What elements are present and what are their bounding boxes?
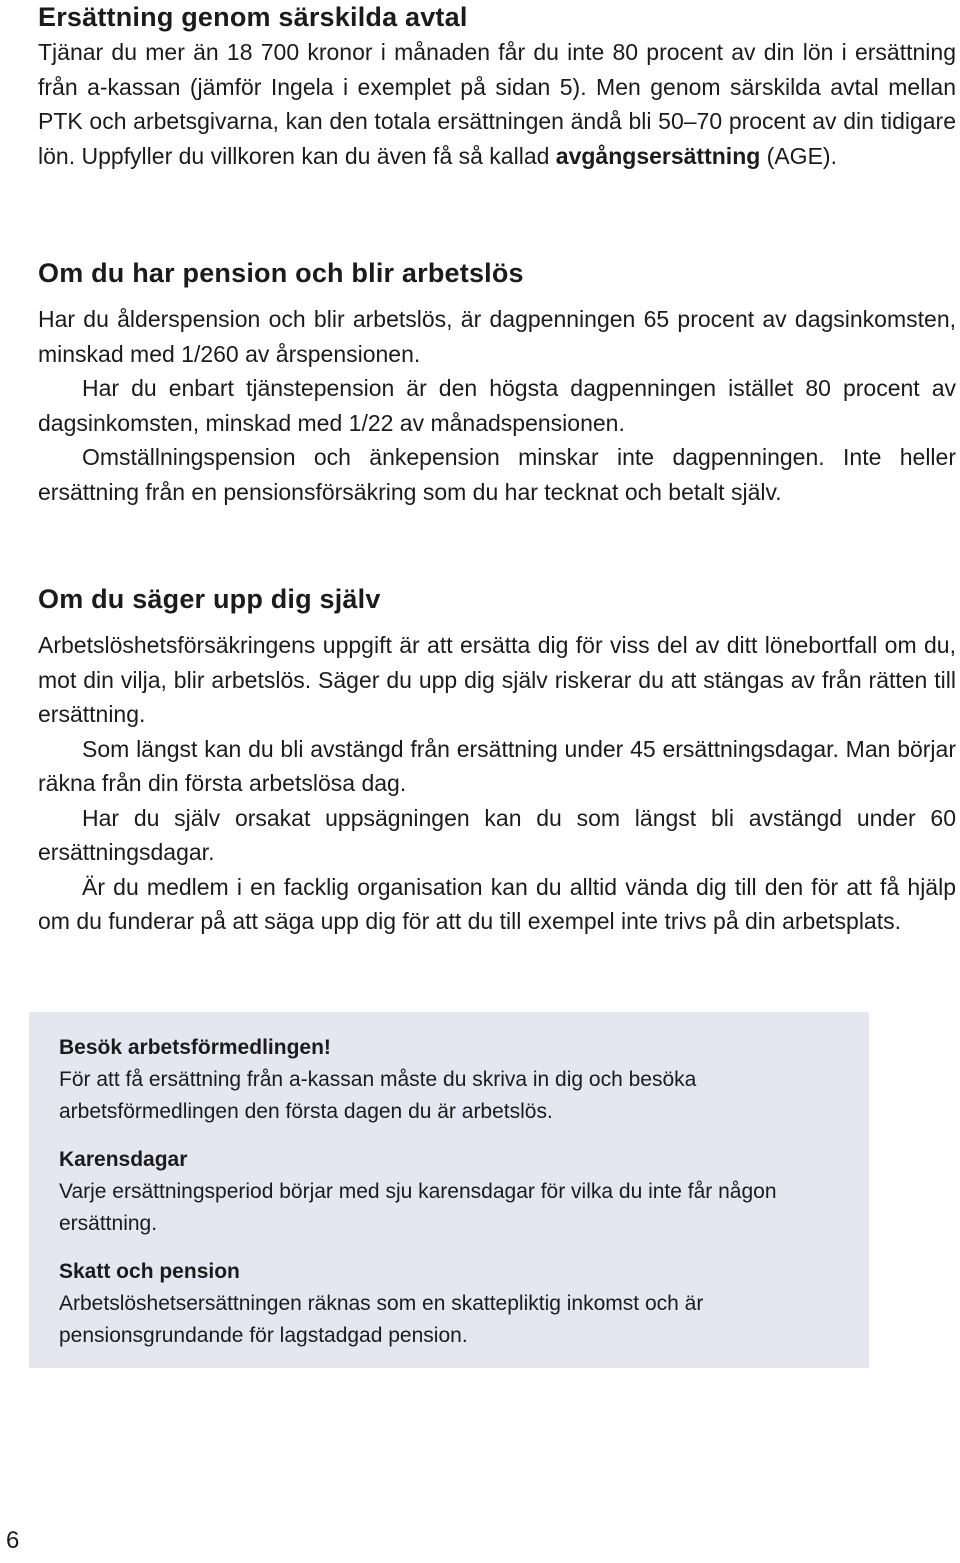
bold-term: avgångsersättning bbox=[555, 142, 761, 169]
info-block-title: Skatt och pension bbox=[59, 1260, 240, 1283]
section-special-agreements bbox=[38, 2, 956, 173]
page-number: 6 bbox=[6, 1527, 20, 1554]
section-paragraph: Har du själv orsakat uppsägningen kan du som längst bli avstängd under 60 ersättningsdagar. bbox=[38, 804, 956, 865]
section-pension-unemployed bbox=[38, 258, 956, 509]
section-paragraph: Som längst kan du bli avstängd från ersättning under 45 ersättningsdagar. Man börjar räkna från din första arbetslösa dag. bbox=[38, 735, 956, 796]
section-paragraph: Är du medlem i en facklig organisation kan du alltid vända dig till den för att få hjälp om du funderar på att säga upp dig för att du till exempel inte trivs på din arbetsplats. bbox=[38, 873, 956, 934]
section-heading: Om du har pension och blir arbetslös bbox=[38, 258, 524, 288]
info-block bbox=[59, 1256, 839, 1352]
paragraph-text: (AGE). bbox=[760, 142, 837, 169]
info-block-text: För att få ersättning från a-kassan måste du skriva in dig och besöka arbetsförmedlingen den första dagen du är arbetslös. bbox=[59, 1068, 697, 1123]
info-block bbox=[59, 1032, 839, 1128]
info-box bbox=[29, 1012, 869, 1368]
section-paragraph bbox=[38, 35, 956, 173]
info-block-title: Besök arbetsförmedlingen! bbox=[59, 1036, 331, 1059]
section-heading: Om du säger upp dig själv bbox=[38, 584, 381, 614]
section-paragraph: Har du ålderspension och blir arbetslös, är dagpenningen 65 procent av dagsinkomsten, minskad med 1/260 av årspensionen. bbox=[38, 306, 956, 367]
section-heading: Ersättning genom särskilda avtal bbox=[38, 2, 468, 32]
section-paragraph: Arbetslöshetsförsäkringens uppgift är att ersätta dig för viss del av ditt lönebortfall om du, mot din vilja, blir arbetslös. Säger du upp dig själv riskerar du att stängas av från rätten till ersättning. bbox=[38, 632, 956, 727]
section-resign-yourself bbox=[38, 584, 956, 939]
info-block bbox=[59, 1144, 839, 1240]
section-paragraph: Har du enbart tjänstepension är den högsta dagpenningen istället 80 procent av dagsinkomsten, minskad med 1/22 av månadspensionen. bbox=[38, 375, 956, 436]
paragraph-text: Tjänar du mer än 18 700 kronor i månaden får du inte 80 procent av din lön i ersättning från a-kassan (jämför Ingela i exemplet på sidan 5). Men genom särskilda avtal mellan PTK och arbetsgivarna, kan den totala ersättningen ändå bli 50–70 procent av din tidigare lön. Uppfyller du villkoren kan du även få så kallad bbox=[38, 39, 956, 169]
section-paragraph: Omställningspension och änkepension minskar inte dagpenningen. Inte heller ersättning från en pensionsförsäkring som du har tecknat och betalt själv. bbox=[38, 444, 956, 505]
info-block-title: Karensdagar bbox=[59, 1148, 188, 1171]
info-block-text: Varje ersättningsperiod börjar med sju karensdagar för vilka du inte får någon ersättning. bbox=[59, 1180, 777, 1235]
info-block-text: Arbetslöshetsersättningen räknas som en skattepliktig inkomst och är pensionsgrundande för lagstadgad pension. bbox=[59, 1292, 704, 1347]
